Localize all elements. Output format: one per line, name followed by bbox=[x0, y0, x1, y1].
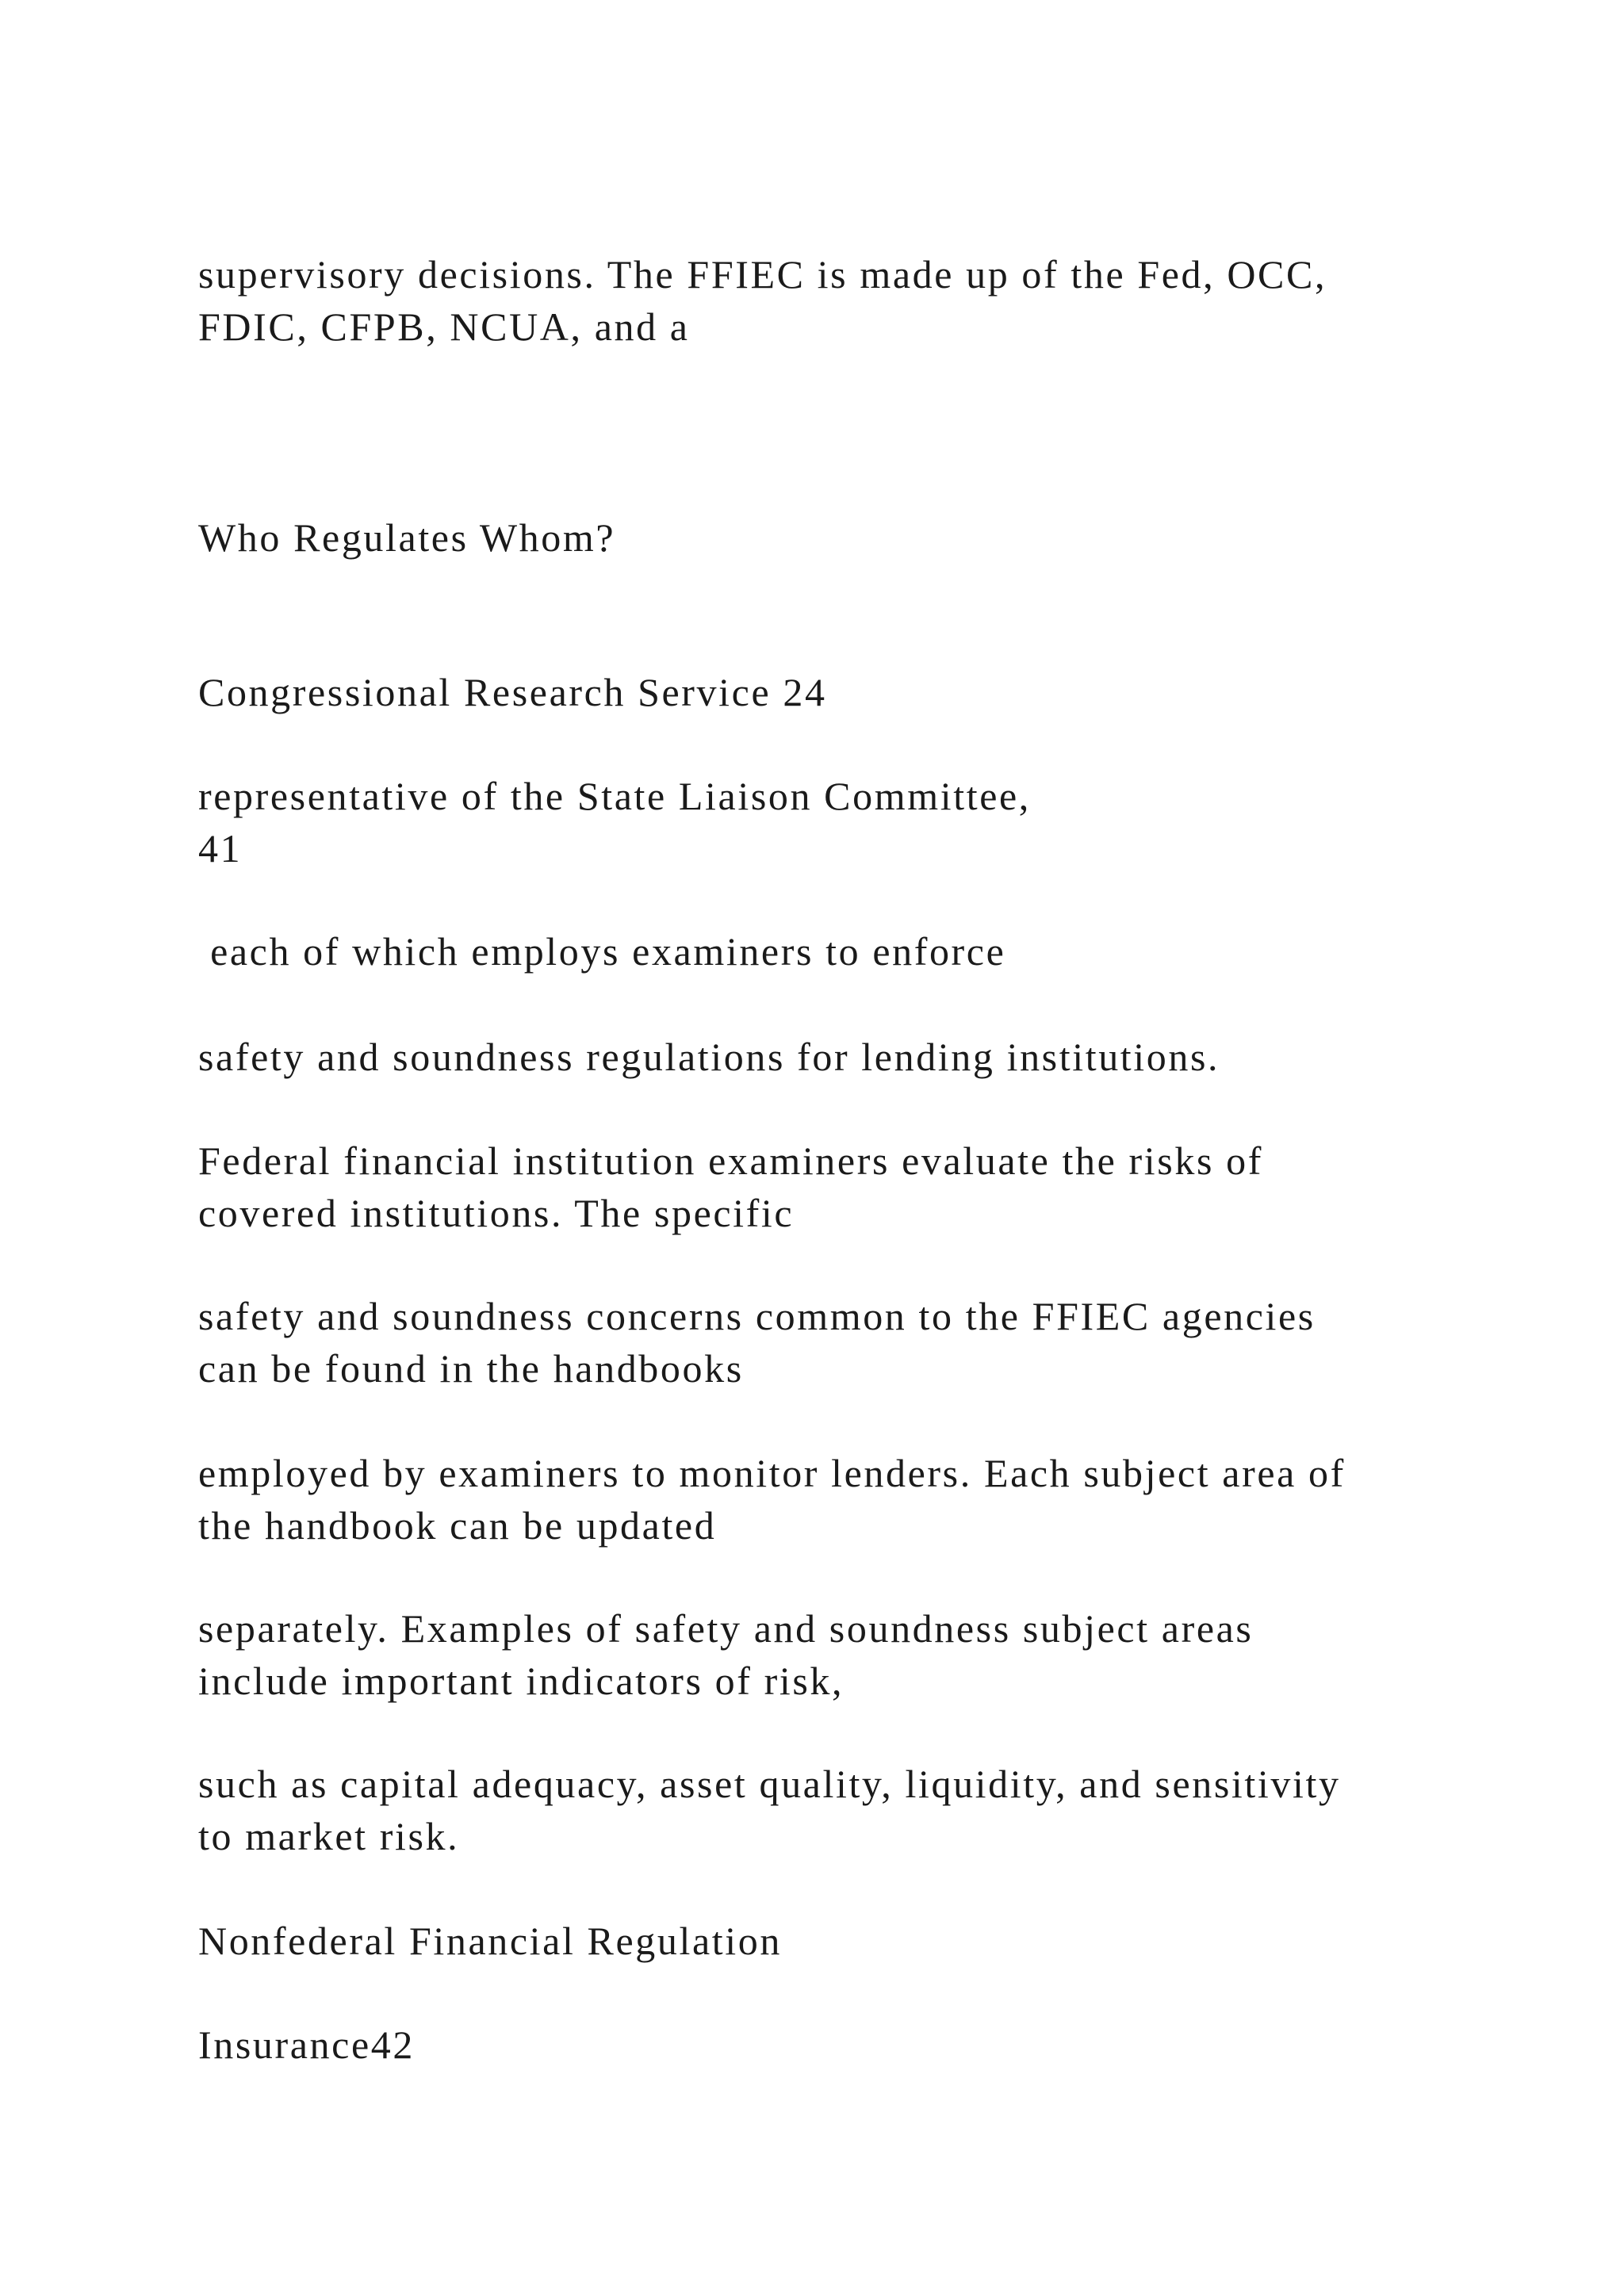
running-header-title bbox=[198, 511, 615, 564]
text-line: Federal financial institution examiners evaluate the risks of bbox=[198, 1138, 1263, 1183]
text-line: can be found in the handbooks bbox=[198, 1346, 744, 1391]
paragraph-ffiec-membership bbox=[198, 248, 1327, 353]
text-line: Congressional Research Service 24 bbox=[198, 670, 827, 714]
text-line: supervisory decisions. The FFIEC is made up of the Fed, OCC, bbox=[198, 252, 1327, 297]
paragraph-risk-indicators bbox=[198, 1758, 1341, 1862]
text-line: employed by examiners to monitor lenders. Each subject area of bbox=[198, 1451, 1346, 1495]
text-line: Nonfederal Financial Regulation bbox=[198, 1919, 782, 1963]
text-line: Insurance42 bbox=[198, 2022, 415, 2067]
paragraph-safety-regulations bbox=[198, 1031, 1220, 1083]
paragraph-subject-areas bbox=[198, 1602, 1254, 1707]
paragraph-examiners bbox=[198, 925, 1005, 978]
text-line: representative of the State Liaison Committee, bbox=[198, 774, 1031, 818]
text-line: to market risk. bbox=[198, 1814, 460, 1858]
paragraph-safety-concerns bbox=[198, 1290, 1316, 1395]
text-line: Who Regulates Whom? bbox=[198, 515, 616, 560]
paragraph-state-liaison bbox=[198, 770, 1031, 874]
text-line: each of which employs examiners to enforce bbox=[198, 929, 1006, 974]
footnote-ref: 41 bbox=[198, 826, 243, 871]
text-line: the handbook can be updated bbox=[198, 1503, 717, 1548]
paragraph-handbook bbox=[198, 1447, 1346, 1552]
text-line: covered institutions. The specific bbox=[198, 1191, 795, 1235]
section-heading-nonfederal bbox=[198, 1915, 782, 1967]
text-line: FDIC, CFPB, NCUA, and a bbox=[198, 304, 690, 349]
paragraph-federal-examiners bbox=[198, 1135, 1263, 1239]
text-line: include important indicators of risk, bbox=[198, 1659, 845, 1703]
text-line: such as capital adequacy, asset quality, liquidity, and sensitivity bbox=[198, 1762, 1341, 1806]
running-footer-page-number bbox=[198, 666, 827, 718]
text-line: safety and soundness concerns common to the FFIEC agencies bbox=[198, 1294, 1316, 1338]
section-heading-insurance bbox=[198, 2019, 415, 2071]
text-line: separately. Examples of safety and soundness subject areas bbox=[198, 1606, 1254, 1651]
text-line: safety and soundness regulations for lending institutions. bbox=[198, 1035, 1220, 1079]
